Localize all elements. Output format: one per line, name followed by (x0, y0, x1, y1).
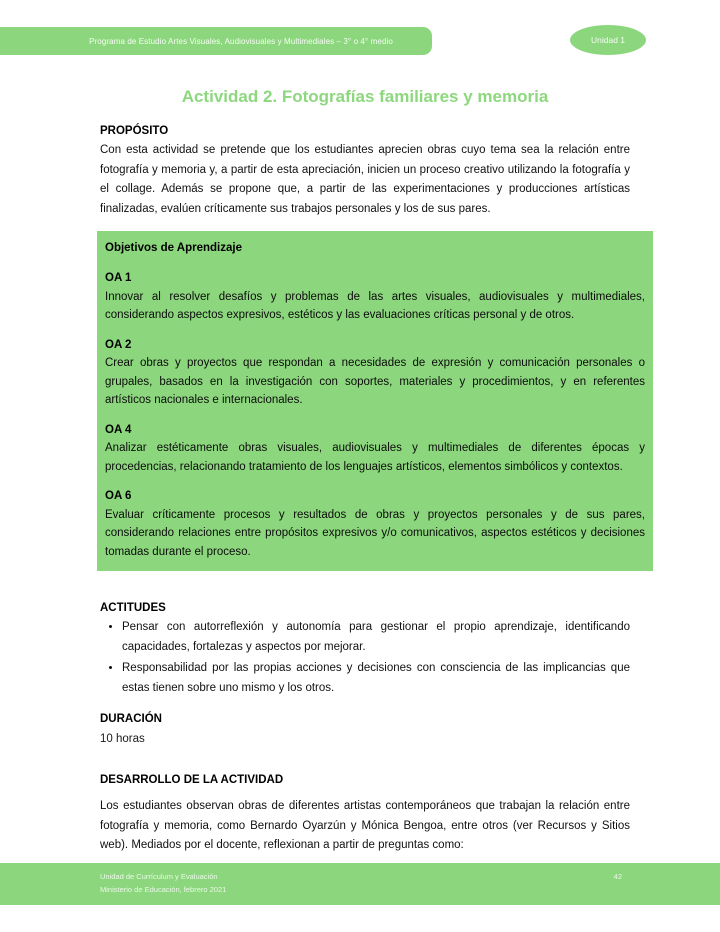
objetivo-label: OA 6 (105, 490, 132, 502)
actitud-item: • Responsabilidad por las propias acciones y decisiones con consciencia de las implicancias que estas tienen sobre uno mismo y los otros. (122, 659, 630, 698)
footer-bar (0, 863, 720, 905)
objetivo-label: OA 4 (105, 423, 132, 436)
desarrollo-body: Los estudiantes observan obras de diferentes artistas contemporáneos que trabajan la relación entre fotografía y memoria, como Bernardo Oyarzún y Mónica Bengoa, entre otros (ver Recursos y Sitios web). Mediados por el docente, reflexionan a partir de preguntas como: (100, 800, 630, 851)
actitud-item: • Pensar con autorreflexión y autonomía para gestionar el propio aprendizaje, identificando capacidades, fortalezas y aspectos por mejorar. (122, 618, 630, 657)
footer-line-1: Unidad de Currículum y Evaluación (100, 872, 218, 881)
desarrollo-heading: DESARROLLO DE LA ACTIVIDAD (100, 774, 284, 786)
objetivo-label: OA 2 (105, 338, 132, 351)
activity-title: Actividad 2. Fotografías familiares y memoria (181, 87, 549, 106)
objetivo-item (105, 336, 645, 410)
objetivo-text: Crear obras y proyectos que respondan a necesidades de expresión y comunicación personales o grupales, basados en la investigación con soportes, materiales y procedimientos, y en referentes artísticos nacionales e internacionales. (105, 357, 645, 406)
objetivo-label: OA 1 (105, 272, 132, 284)
duracion-value: 10 horas (100, 733, 145, 745)
unit-badge (570, 25, 646, 55)
header-program-bar (0, 27, 432, 55)
objetivo-text: Evaluar críticamente procesos y resultados de obras y proyectos personales y de sus pares, considerando relaciones entre propósitos expresivos y/o comunicativos, aspectos estéticos y decisiones tomadas durante el proceso. (105, 508, 645, 558)
objetivos-heading: Objetivos de Aprendizaje (105, 242, 242, 254)
page-content (100, 80, 645, 856)
unit-badge-label: Unidad 1 (590, 35, 626, 45)
proposito-heading: PROPÓSITO (100, 125, 169, 137)
objetivo-item (105, 421, 645, 477)
footer-line-2: Ministerio de Educación, febrero 2021 (100, 885, 227, 894)
duracion-heading: DURACIÓN (100, 713, 162, 725)
objetivo-item (105, 269, 645, 325)
footer-publisher (100, 870, 226, 905)
objetivos-box (97, 231, 653, 571)
actitudes-heading: ACTITUDES (100, 602, 166, 614)
page-number: 42 (613, 872, 622, 881)
objetivo-text: Analizar estéticamente obras visuales, audiovisuales y multimediales de diferentes épocas y procedencias, relacionando tratamiento de los lenguajes artísticos, elementos simbólicos y contextos. (105, 442, 645, 473)
objetivo-text: Innovar al resolver desafíos y problemas de las artes visuales, audiovisuales y multimediales, considerando aspectos expresivos, estéticos y las evaluaciones críticas personal y de otros. (105, 290, 645, 321)
actitudes-list (100, 618, 630, 698)
header-program-label: Programa de Estudio Artes Visuales, Audiovisuales y Multimediales – 3° o 4° medio (89, 36, 393, 46)
objetivo-item (105, 487, 645, 561)
proposito-body: Con esta actividad se pretende que los estudiantes aprecien obras cuyo tema sea la relación entre fotografía y memoria y, a partir de esta apreciación, inicien un proceso creativo utilizando la fotografía y el collage. Además se propone que, a partir de las experimentaciones y producciones artísticas finalizadas, evalúen críticamente sus trabajos personales y los de sus pares. (100, 144, 630, 215)
